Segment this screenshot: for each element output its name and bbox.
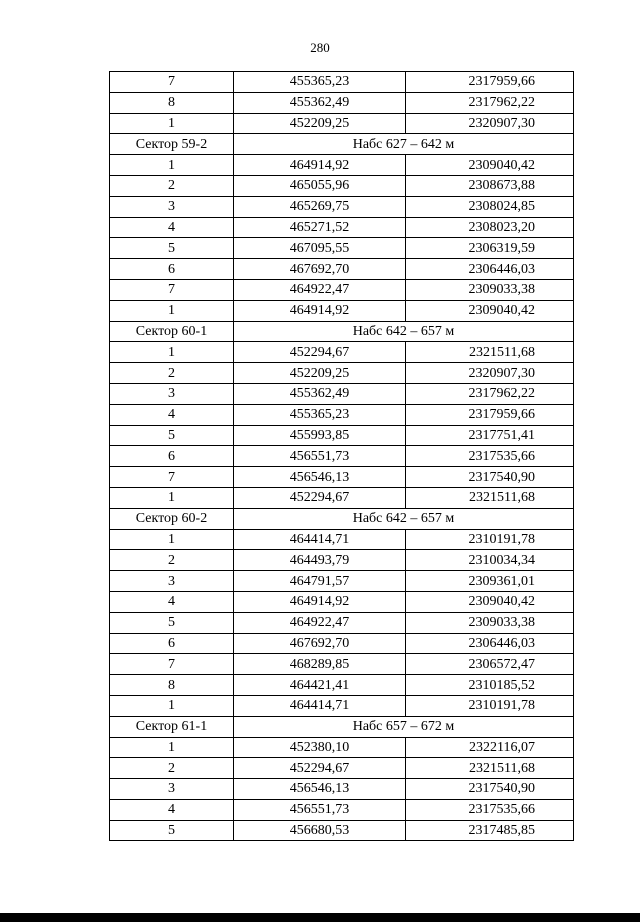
coordinate-y: 2308673,88 [406,175,574,196]
coordinate-x: 467095,55 [234,238,406,259]
sector-header-row [110,321,574,342]
coordinate-y: 2321511,68 [406,758,574,779]
table-row [110,279,574,300]
coordinate-y: 2320907,30 [406,113,574,134]
coordinate-x: 464922,47 [234,279,406,300]
point-number: 1 [110,529,234,550]
point-number: 4 [110,591,234,612]
table-row [110,72,574,93]
coordinate-y: 2310191,78 [406,695,574,716]
sector-height-range: Набс 657 – 672 м [234,716,574,737]
coordinate-x: 464791,57 [234,571,406,592]
coordinate-y: 2306319,59 [406,238,574,259]
point-number: 1 [110,342,234,363]
table-row [110,259,574,280]
table-row [110,175,574,196]
coordinate-x: 464414,71 [234,695,406,716]
table-row [110,300,574,321]
point-number: 5 [110,425,234,446]
coordinate-y: 2321511,68 [406,342,574,363]
point-number: 2 [110,758,234,779]
point-number: 2 [110,550,234,571]
coordinate-y: 2317751,41 [406,425,574,446]
table-row [110,196,574,217]
coordinates-table-body [110,72,574,841]
coordinate-y: 2317535,66 [406,799,574,820]
coordinate-x: 456546,13 [234,779,406,800]
coordinate-x: 464414,71 [234,529,406,550]
coordinate-y: 2321511,68 [406,487,574,508]
table-row [110,446,574,467]
coordinate-y: 2317540,90 [406,467,574,488]
point-number: 8 [110,675,234,696]
sector-height-range: Набс 627 – 642 м [234,134,574,155]
coordinate-x: 456551,73 [234,446,406,467]
coordinate-x: 455362,49 [234,383,406,404]
coordinate-y: 2309040,42 [406,155,574,176]
coordinate-y: 2322116,07 [406,737,574,758]
coordinate-x: 455365,23 [234,404,406,425]
point-number: 7 [110,467,234,488]
coordinate-x: 464914,92 [234,591,406,612]
coordinate-x: 467692,70 [234,259,406,280]
table-row [110,550,574,571]
point-number: 1 [110,737,234,758]
coordinate-x: 452209,25 [234,113,406,134]
coordinate-y: 2317535,66 [406,446,574,467]
sector-header-row [110,508,574,529]
sector-name: Сектор 59-2 [110,134,234,155]
coordinate-y: 2317959,66 [406,404,574,425]
coordinate-x: 456546,13 [234,467,406,488]
table-row [110,217,574,238]
point-number: 1 [110,487,234,508]
coordinate-y: 2317962,22 [406,92,574,113]
coordinate-y: 2309033,38 [406,612,574,633]
table-row [110,425,574,446]
point-number: 3 [110,571,234,592]
point-number: 5 [110,820,234,841]
table-row [110,92,574,113]
sector-name: Сектор 60-2 [110,508,234,529]
sector-header-row [110,716,574,737]
point-number: 2 [110,175,234,196]
coordinate-y: 2317485,85 [406,820,574,841]
coordinate-y: 2306572,47 [406,654,574,675]
table-row [110,238,574,259]
coordinate-x: 452294,67 [234,342,406,363]
table-row [110,695,574,716]
coordinate-x: 456680,53 [234,820,406,841]
table-row [110,799,574,820]
coordinate-y: 2306446,03 [406,633,574,654]
coordinate-x: 465269,75 [234,196,406,217]
point-number: 7 [110,279,234,300]
table-row [110,571,574,592]
coordinates-table [109,71,574,841]
point-number: 1 [110,155,234,176]
coordinate-x: 455365,23 [234,72,406,93]
point-number: 7 [110,72,234,93]
table-row [110,591,574,612]
table-row [110,363,574,384]
bottom-border [0,913,640,922]
sector-name: Сектор 61-1 [110,716,234,737]
coordinate-x: 455362,49 [234,92,406,113]
sector-name: Сектор 60-1 [110,321,234,342]
coordinate-x: 464914,92 [234,155,406,176]
coordinate-y: 2309033,38 [406,279,574,300]
coordinate-y: 2320907,30 [406,363,574,384]
point-number: 4 [110,217,234,238]
point-number: 3 [110,383,234,404]
table-row [110,758,574,779]
table-row [110,654,574,675]
coordinate-y: 2317962,22 [406,383,574,404]
coordinate-x: 465271,52 [234,217,406,238]
sector-height-range: Набс 642 – 657 м [234,321,574,342]
table-row [110,487,574,508]
coordinate-x: 452294,67 [234,487,406,508]
coordinate-x: 467692,70 [234,633,406,654]
point-number: 3 [110,196,234,217]
coordinate-x: 456551,73 [234,799,406,820]
page-number: 280 [310,40,330,55]
coordinate-y: 2308023,20 [406,217,574,238]
coordinate-y: 2309361,01 [406,571,574,592]
coordinate-x: 464421,41 [234,675,406,696]
point-number: 4 [110,799,234,820]
coordinate-x: 465055,96 [234,175,406,196]
coordinate-y: 2317540,90 [406,779,574,800]
coordinate-x: 468289,85 [234,654,406,675]
point-number: 3 [110,779,234,800]
table-row [110,820,574,841]
coordinate-x: 452294,67 [234,758,406,779]
point-number: 6 [110,633,234,654]
coordinate-y: 2309040,42 [406,300,574,321]
table-row [110,342,574,363]
point-number: 6 [110,259,234,280]
point-number: 1 [110,300,234,321]
point-number: 5 [110,612,234,633]
point-number: 8 [110,92,234,113]
coordinate-y: 2309040,42 [406,591,574,612]
coordinate-y: 2310034,34 [406,550,574,571]
table-row [110,633,574,654]
coordinate-x: 455993,85 [234,425,406,446]
table-row [110,779,574,800]
coordinate-x: 452209,25 [234,363,406,384]
point-number: 6 [110,446,234,467]
table-row [110,737,574,758]
table-row [110,612,574,633]
coordinate-y: 2310185,52 [406,675,574,696]
coordinate-x: 464922,47 [234,612,406,633]
point-number: 4 [110,404,234,425]
table-row [110,113,574,134]
point-number: 1 [110,695,234,716]
table-row [110,675,574,696]
coordinate-y: 2306446,03 [406,259,574,280]
point-number: 5 [110,238,234,259]
coordinate-y: 2308024,85 [406,196,574,217]
coordinate-y: 2310191,78 [406,529,574,550]
point-number: 1 [110,113,234,134]
table-row [110,383,574,404]
point-number: 7 [110,654,234,675]
coordinate-x: 464914,92 [234,300,406,321]
sector-height-range: Набс 642 – 657 м [234,508,574,529]
sector-header-row [110,134,574,155]
coordinate-x: 464493,79 [234,550,406,571]
coordinate-x: 452380,10 [234,737,406,758]
point-number: 2 [110,363,234,384]
table-row [110,404,574,425]
table-row [110,529,574,550]
coordinate-y: 2317959,66 [406,72,574,93]
table-row [110,155,574,176]
table-row [110,467,574,488]
